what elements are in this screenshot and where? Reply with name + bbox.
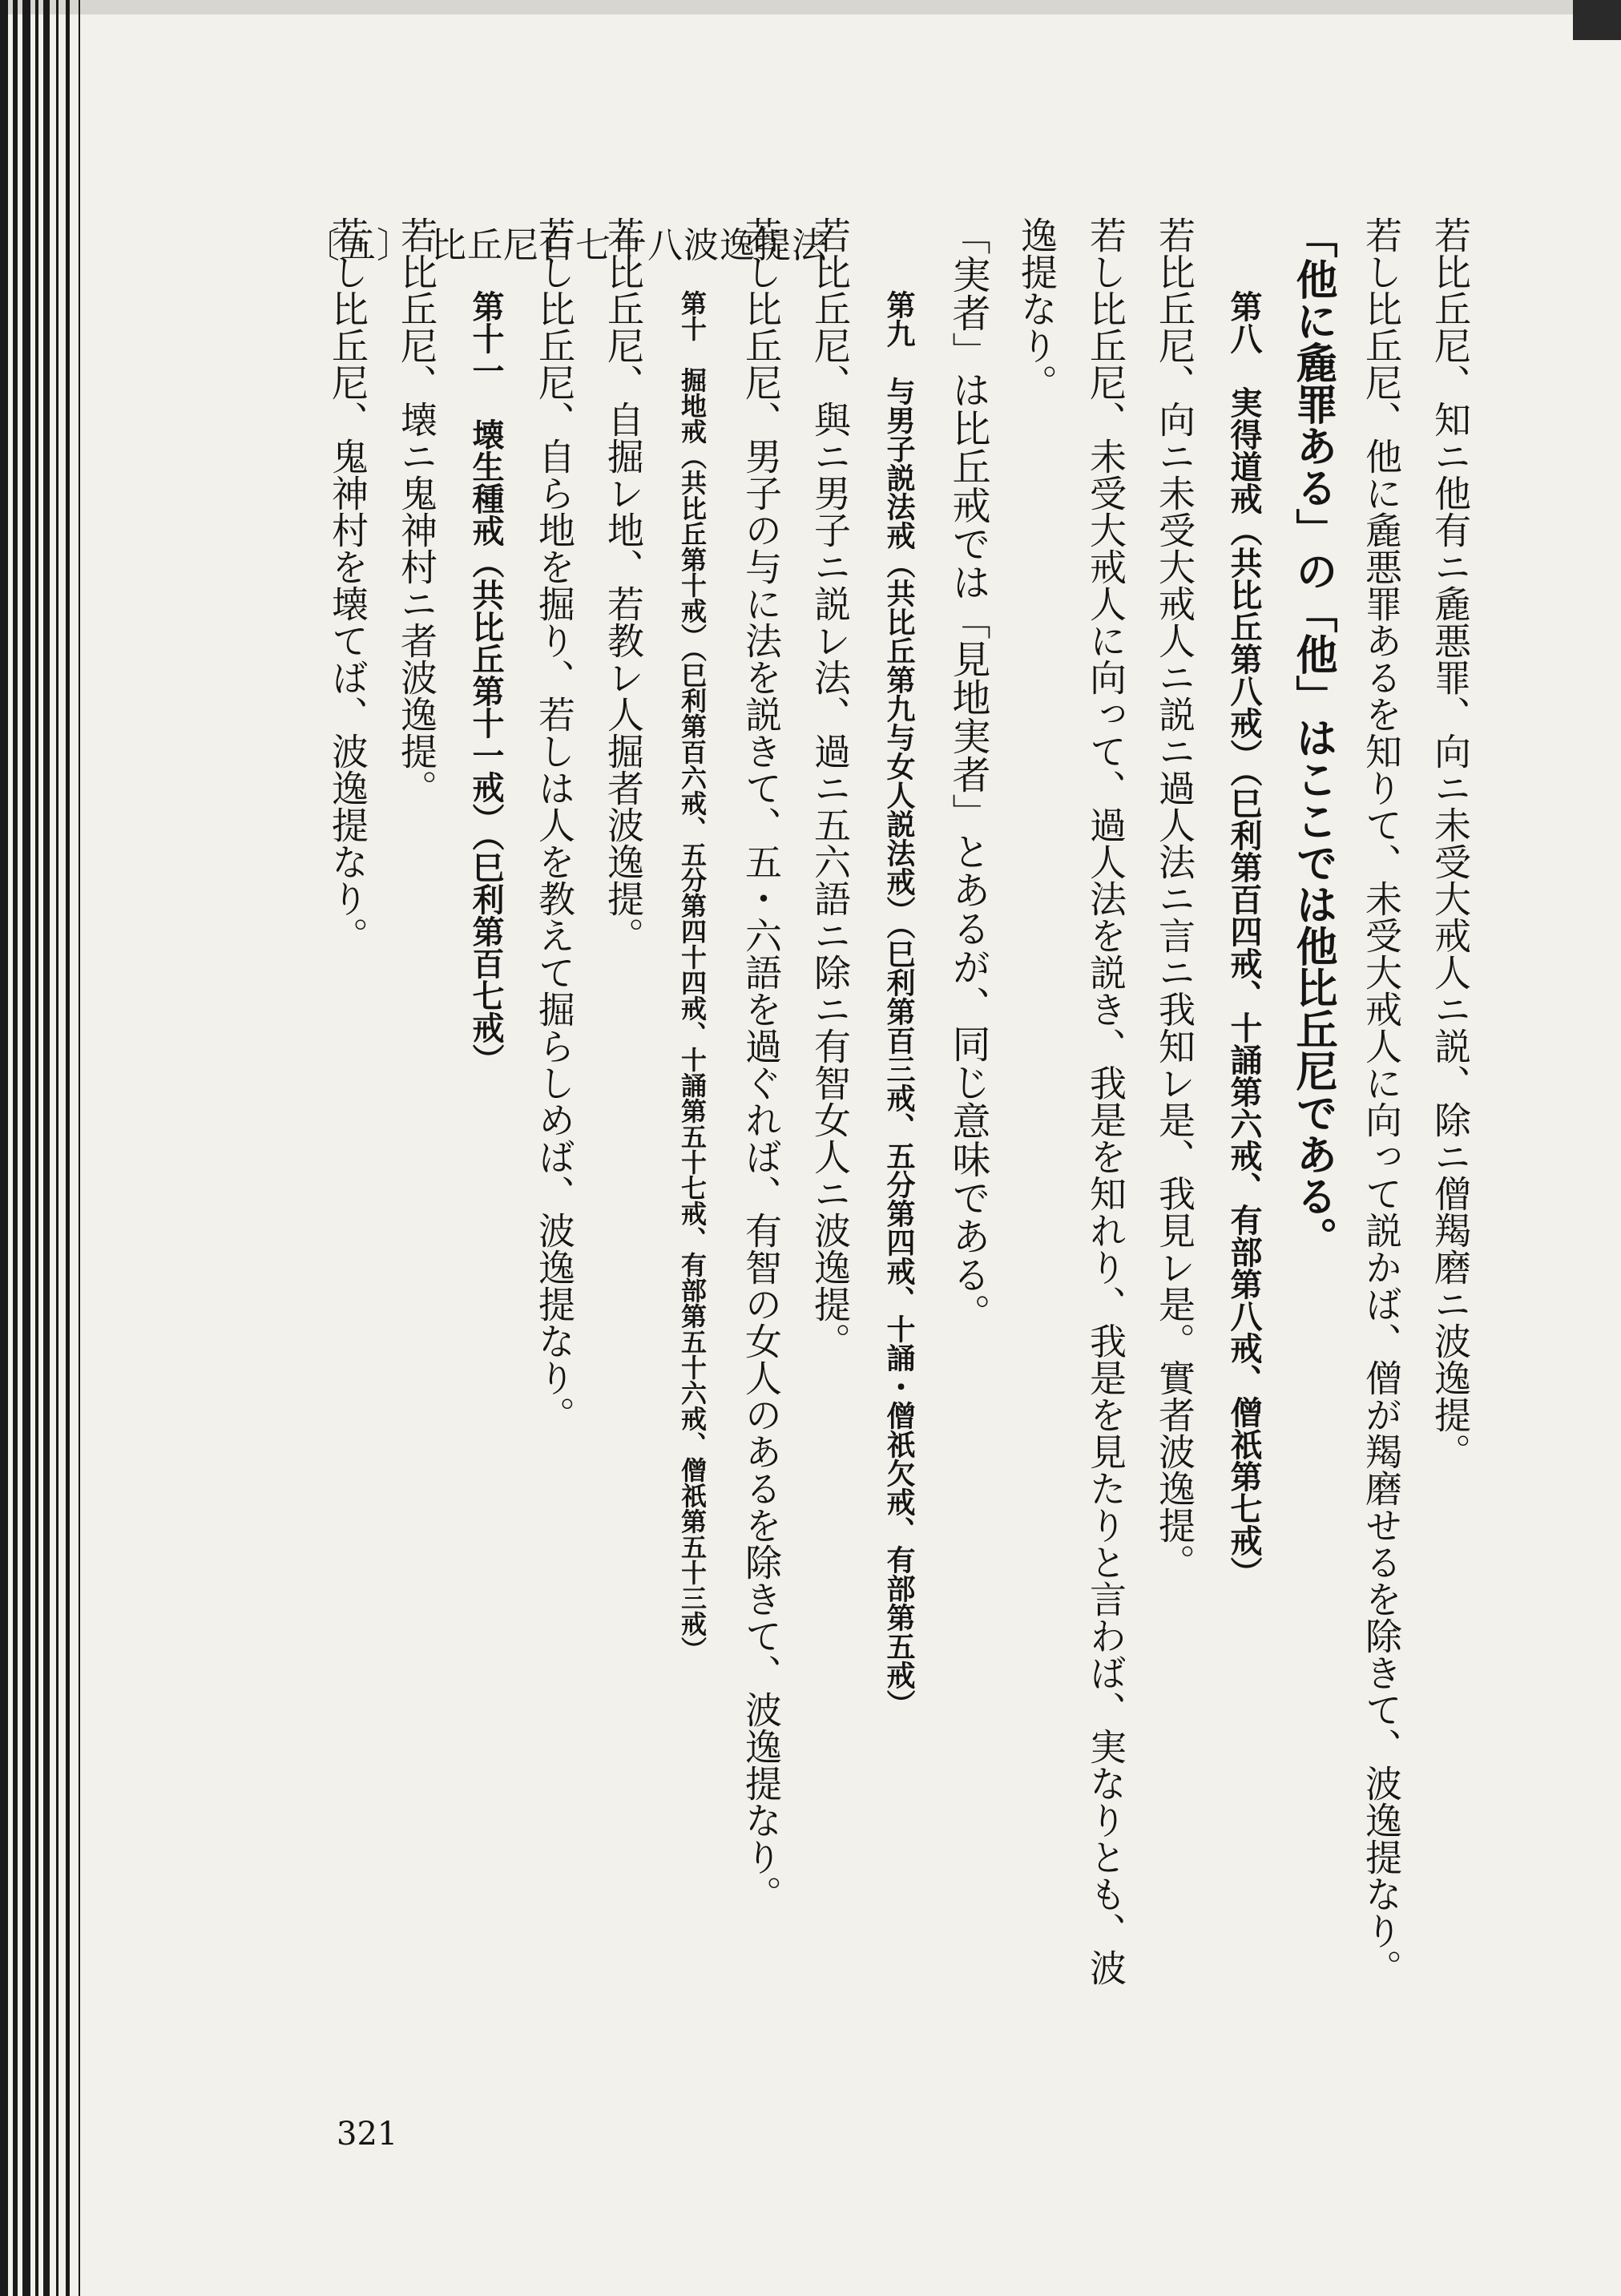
gutter-rule	[79, 0, 80, 2296]
text-column: 「実者」は比丘戒では「見地実者」とあるが、同じ意味である。	[946, 216, 990, 1332]
binding-gutter	[0, 0, 96, 2296]
text-column: 「他に麁罪ある」の「他」はここでは他比丘尼である。	[1288, 216, 1337, 1258]
text-column: 若比丘尼、與ニ男子ニ説レ法、過ニ五六語ニ除ニ有智女人ニ波逸提。	[808, 216, 852, 1359]
text-column: 若し比丘尼、未受大戒人に向って、過人法を説き、我是を知れり、我是を見たりと言わば、実なりとも、波	[1084, 216, 1127, 1986]
rule-heading: 第九 与男子説法戒（共比丘第九与女人説法戒）（巳利第百三戒、五分第四戒、十誦・僧祇欠戒、有部第五戒）	[882, 290, 916, 1718]
rule-heading: 第十 掘地戒（共比丘第十戒）（巳利第百六戒、五分第四十四戒、十誦第五十七戒、有部第五十六戒、僧祇第五十三戒）	[677, 290, 708, 1662]
gutter-rule	[56, 0, 58, 2296]
text-column: 逸提なり。	[1015, 216, 1058, 401]
gutter-rule	[13, 0, 18, 2296]
vertical-text-body	[313, 216, 1485, 2060]
text-column: 若比丘尼、自掘レ地、若教レ人掘者波逸提。	[602, 216, 645, 954]
rule-heading: 第八 実得道戒（共比丘第八戒）（巳利第百四戒、十誦第六戒、有部第八戒、僧祇第七戒）	[1225, 290, 1263, 1588]
text-column: 若比丘尼、壊ニ鬼神村ニ者波逸提。	[395, 216, 438, 806]
text-column: 若比丘尼、知ニ他有ニ麁悪罪、向ニ未受大戒人ニ説、除ニ僧羯磨ニ波逸提。	[1429, 216, 1472, 1470]
gutter-rule	[66, 0, 70, 2296]
scan-corner-shadow	[1573, 0, 1621, 40]
page-number: 321	[337, 2116, 398, 2153]
rule-heading: 第十一 壊生種戒（共比丘第十一戒）（巳利第百七戒）	[467, 290, 505, 1075]
text-column: 若し比丘尼、鬼神村を壊てば、波逸提なり。	[326, 216, 369, 954]
gutter-rule	[43, 0, 50, 2296]
gutter-rule	[35, 0, 38, 2296]
section-heading: 〔五〕 比丘尼百七十八波逸提法	[304, 225, 828, 266]
text-column: 若比丘尼、向ニ未受大戒人ニ説ニ過人法ニ言ニ我知レ是、我見レ是。實者波逸提。	[1153, 216, 1196, 1580]
text-column: 若し比丘尼、自ら地を掘り、若しは人を教えて掘らしめば、波逸提なり。	[533, 216, 576, 1433]
gutter-rule	[22, 0, 30, 2296]
text-column: 若し比丘尼、他に麁悪罪あるを知りて、未受大戒人に向って説かば、僧が羯磨せるを除きて、波逸提なり。	[1360, 216, 1403, 1986]
text-column: 若し比丘尼、男子の与に法を説きて、五・六語を過ぐれば、有智の女人のあるを除きて、波逸提なり。	[740, 216, 783, 1912]
gutter-rule	[0, 0, 8, 2296]
scan-top-edge	[0, 0, 1621, 14]
